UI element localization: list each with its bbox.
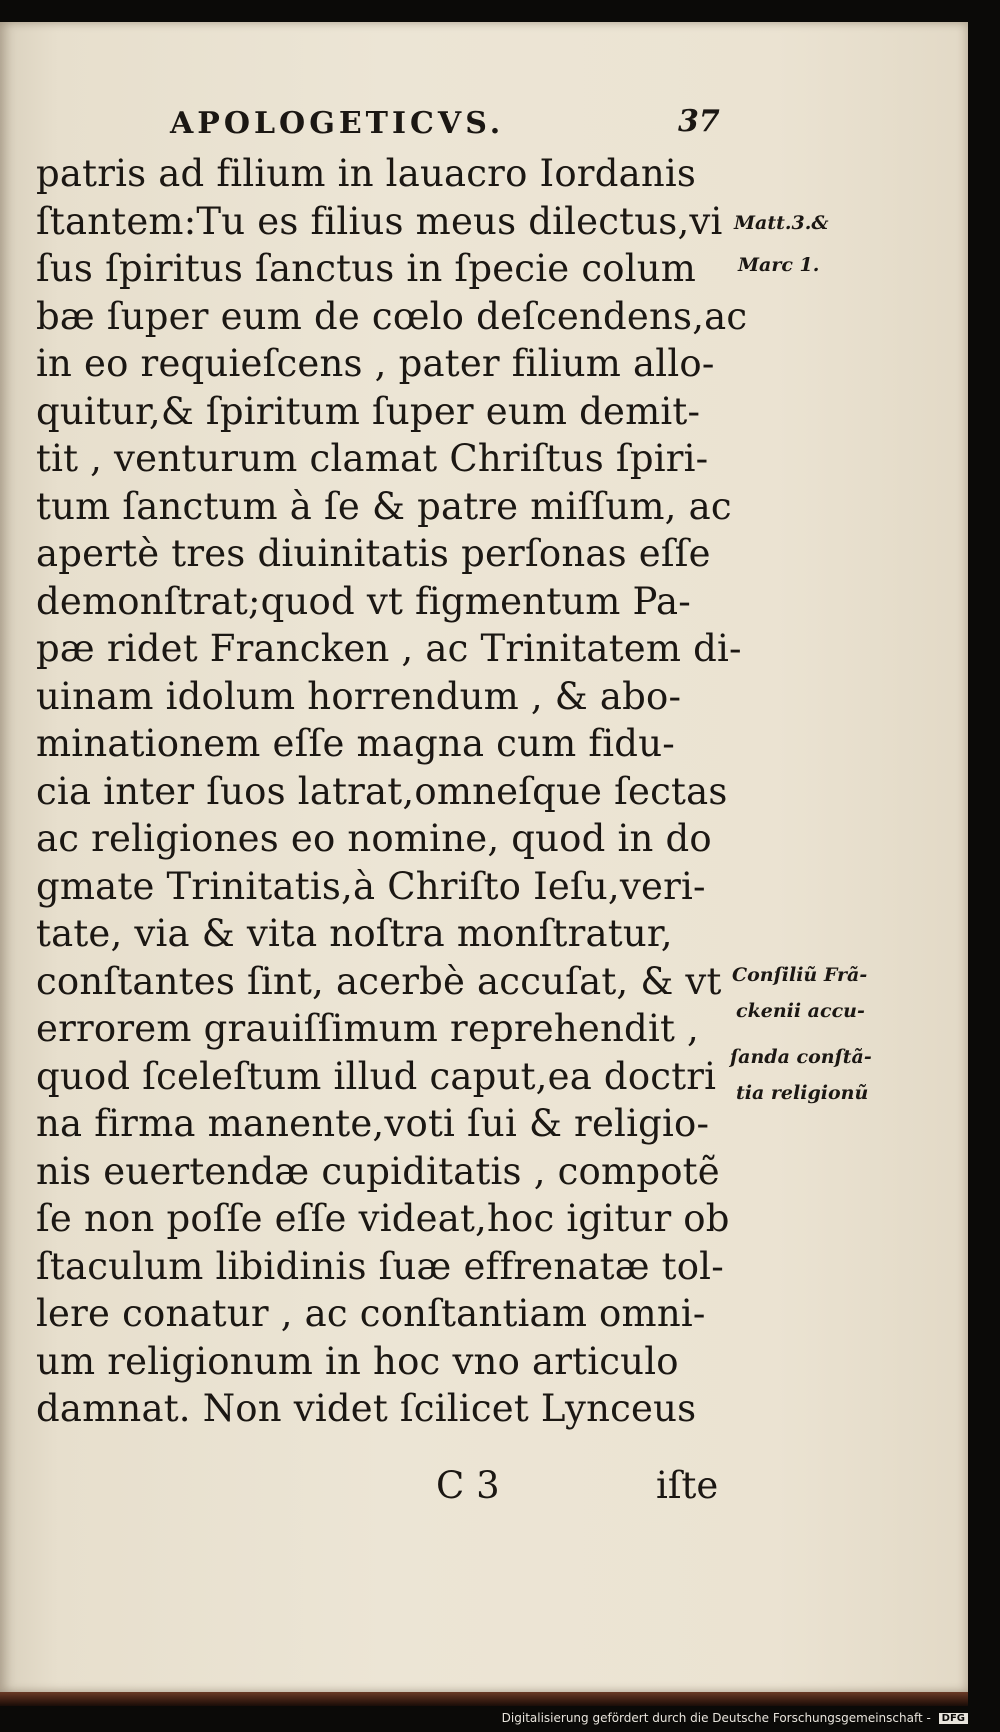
text-line: ſtantem:Tu es filius meus dilectus,vi	[36, 199, 723, 243]
marginal-note-gloss: tia religionũ	[736, 1082, 869, 1104]
text-line: damnat. Non videt ſcilicet Lynceus	[36, 1387, 697, 1430]
text-line: lere conatur , ac conſtantiam omni-	[36, 1292, 706, 1335]
text-line: ſus ſpiritus ſanctus in ſpecie colum	[36, 247, 697, 290]
dfg-logo: DFG	[939, 1713, 968, 1724]
page-edge	[0, 1692, 968, 1706]
text-line: quod ſceleſtum illud caput,ea doctri	[36, 1054, 717, 1098]
text-line: cia inter ſuos latrat,omneſque ſectas	[36, 769, 728, 813]
text-line: nis euertendæ cupiditatis , compotẽ	[36, 1149, 720, 1193]
marginal-note-gloss: ckenii accu-	[736, 1000, 865, 1022]
text-line: patris ad filium in lauacro Iordanis	[36, 152, 697, 195]
catchword: iſte	[656, 1464, 719, 1507]
body-text	[36, 150, 748, 1433]
running-head: APOLOGETICVS.	[170, 106, 505, 141]
signature-mark: C 3	[436, 1464, 500, 1507]
marginal-note-gloss: Conſiliũ Frã-	[732, 964, 868, 986]
text-line: uinam idolum horrendum , & abo-	[36, 674, 682, 718]
text-line: na firma manente,voti ſui & religio-	[36, 1102, 710, 1145]
text-line: ſtaculum libidinis ſuæ effrenatæ tol-	[36, 1244, 724, 1288]
page-number: 37	[678, 104, 720, 139]
text-line: errorem grauiſſimum reprehendit ,	[36, 1007, 699, 1050]
text-line: um religionum in hoc vno articulo	[36, 1339, 679, 1383]
text-line: tate, via & vita noſtra monſtratur,	[36, 912, 673, 955]
text-line: ac religiones eo nomine, quod in do	[36, 817, 712, 860]
digitization-credit	[502, 1711, 968, 1725]
text-line: conſtantes ſint, acerbè accuſat, & vt	[36, 959, 722, 1003]
text-line: apertè tres diuinitatis perſonas eſſe	[36, 532, 711, 575]
text-line: in eo requieſcens , pater filium allo-	[36, 342, 715, 385]
text-line: gmate Trinitatis,à Chriſto Ieſu,veri-	[36, 864, 706, 908]
text-line: minationem eſſe magna cum fidu-	[36, 722, 675, 765]
marginal-note-reference: Matt.3.&	[734, 212, 829, 234]
text-line: demonſtrat;quod vt figmentum Pa-	[36, 579, 691, 623]
text-line: quitur,& ſpiritum ſuper eum demit-	[36, 389, 701, 433]
text-line: tum ſanctum à ſe & patre miſſum, ac	[36, 484, 732, 528]
text-line: pæ ridet Francken , ac Trinitatem di-	[36, 627, 742, 670]
marginal-note-gloss: ſanda conſtã-	[730, 1046, 872, 1068]
text-line: bæ ſuper eum de cœlo deſcendens,ac	[36, 294, 748, 338]
text-line: ſe non poſſe eſſe videat,hoc igitur ob	[36, 1197, 730, 1240]
text-line: tit , venturum clamat Chriſtus ſpiri-	[36, 437, 709, 480]
credit-text: Digitalisierung gefördert durch die Deutsche Forschungsgemeinschaft -	[501, 1711, 931, 1725]
marginal-note-reference: Marc 1.	[738, 254, 820, 276]
